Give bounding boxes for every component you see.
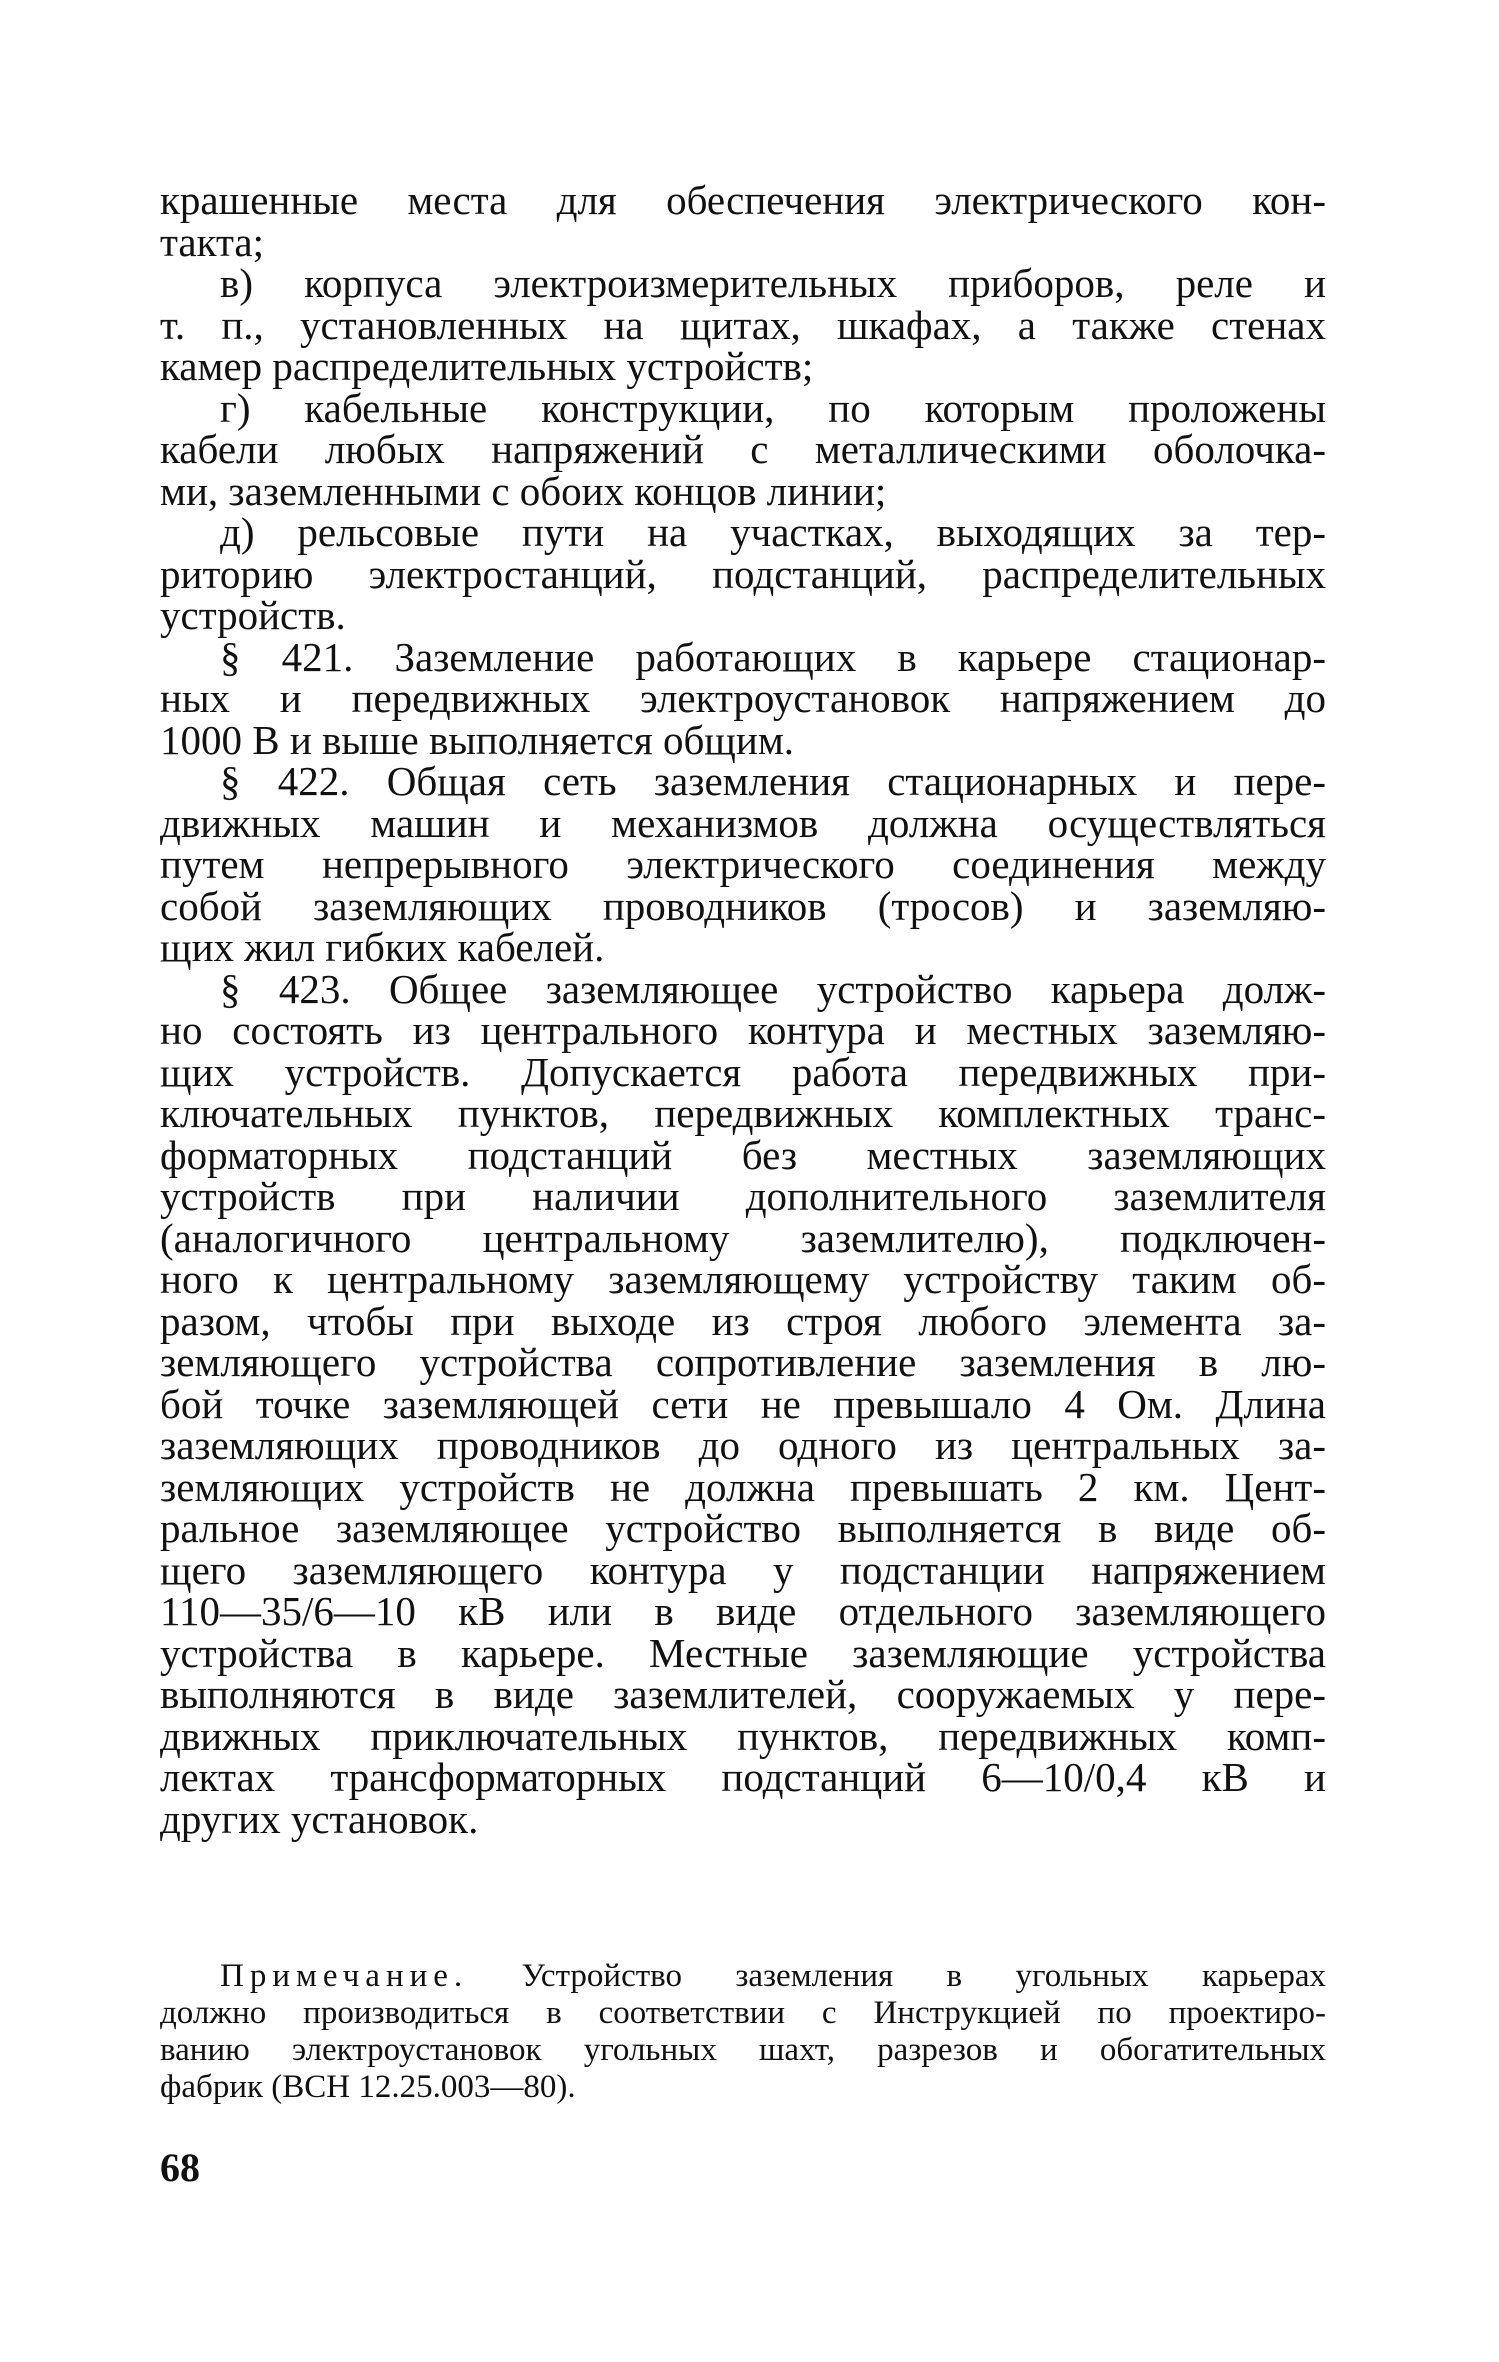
text-line: бой точке заземляющей сети не превышало 4 Ом. Длина [160,1380,1326,1427]
section-422: § 422. Общая сеть заземления стационарных и пере- [220,758,1326,804]
footnote-line: фабрик (ВСН 12.25.003—80). [160,2069,576,2105]
footnote-line: ванию электроустановок угольных шахт, разрезов и обогатительных [160,2032,1326,2068]
text-line: движных приключательных пунктов, передвижных комп- [160,1712,1326,1759]
list-item-d: д) рельсовые пути на участках, выходящих за тер- [220,509,1326,555]
text-line: движных машин и механизмов должна осуществляться [160,799,1326,846]
text-line: земляющих устройств не должна превышать 2 км. Цент- [160,1463,1326,1510]
text-line: щих жил гибких кабелей. [160,924,605,970]
text-line: ного к центральному заземляющему устройству таким об- [160,1256,1326,1302]
footnote-text: Устройство заземления в угольных карьерах [521,1958,1326,1994]
text-line: (аналогичного центральному заземлителю), подключен- [160,1214,1326,1261]
page-body [160,177,1326,1842]
list-item-v: в) корпуса электроизмерительных приборов, реле и [220,260,1326,306]
footnote [160,1958,1326,2106]
text-line: риторию электростанций, подстанций, распределительных [160,550,1326,597]
text-line: крашенные места для обеспечения электрического кон- [160,177,1326,223]
text-line: щего заземляющего контура у подстанции напряжением [160,1546,1326,1593]
text-line: ми, заземленными с обоих концов линии; [160,467,887,514]
text-line: устройств. [160,592,346,638]
text-line: устройства в карьере. Местные заземляющие устройства [160,1629,1326,1676]
section-423: § 423. Общее заземляющее устройство карьера долж- [220,965,1326,1012]
text-line: собой заземляющих проводников (тросов) и заземляю- [160,882,1326,929]
text-line: 1000 В и выше выполняется общим. [160,716,795,763]
text-line: ральное заземляющее устройство выполняется в виде об- [160,1505,1326,1551]
text-line: земляющего устройства сопротивление заземления в лю- [160,1339,1326,1385]
text-line: 110—35/6—10 кВ или в виде отдельного заземляющего [160,1588,1326,1634]
text-line: других установок. [160,1795,479,1842]
text-line: ных и передвижных электроустановок напряжением до [160,675,1326,721]
footnote-label: Примечание. [220,1958,469,1994]
text-line: камер распределительных устройств; [160,343,814,389]
text-line: лектах трансформаторных подстанций 6—10/0,4 кВ и [160,1754,1326,1800]
text-line: кабели любых напряжений с металлическими оболочка- [160,426,1326,472]
text-line: щих устройств. Допускается работа передвижных при- [160,1048,1326,1095]
text-line: такта; [160,218,265,265]
text-line: путем непрерывного электрического соединения между [160,841,1326,887]
text-line: форматорных подстанций без местных заземляющих [160,1131,1326,1178]
text-line: выполняются в виде заземлителей, сооружаемых у пере- [160,1671,1326,1717]
text-line: т. п., установленных на щитах, шкафах, а также стенах [160,301,1326,348]
page-number: 68 [160,2145,200,2190]
footnote-line: должно производиться в соответствии с Инструкцией по проектиро- [160,1995,1326,2031]
text-line: но состоять из центрального контура и местных заземляю- [160,1007,1326,1053]
section-421: § 421. Заземление работающих в карьере стационар- [220,633,1326,680]
footnote-first-line [160,1958,1326,1995]
text-line: заземляющих проводников до одного из центральных за- [160,1422,1326,1468]
text-line: устройств при наличии дополнительного заземлителя [160,1173,1326,1219]
list-item-g: г) кабельные конструкции, по которым проложены [220,384,1326,431]
text-line: ключательных пунктов, передвижных комплектных транс- [160,1090,1326,1136]
text-line: разом, чтобы при выходе из строя любого элемента за- [160,1297,1326,1344]
